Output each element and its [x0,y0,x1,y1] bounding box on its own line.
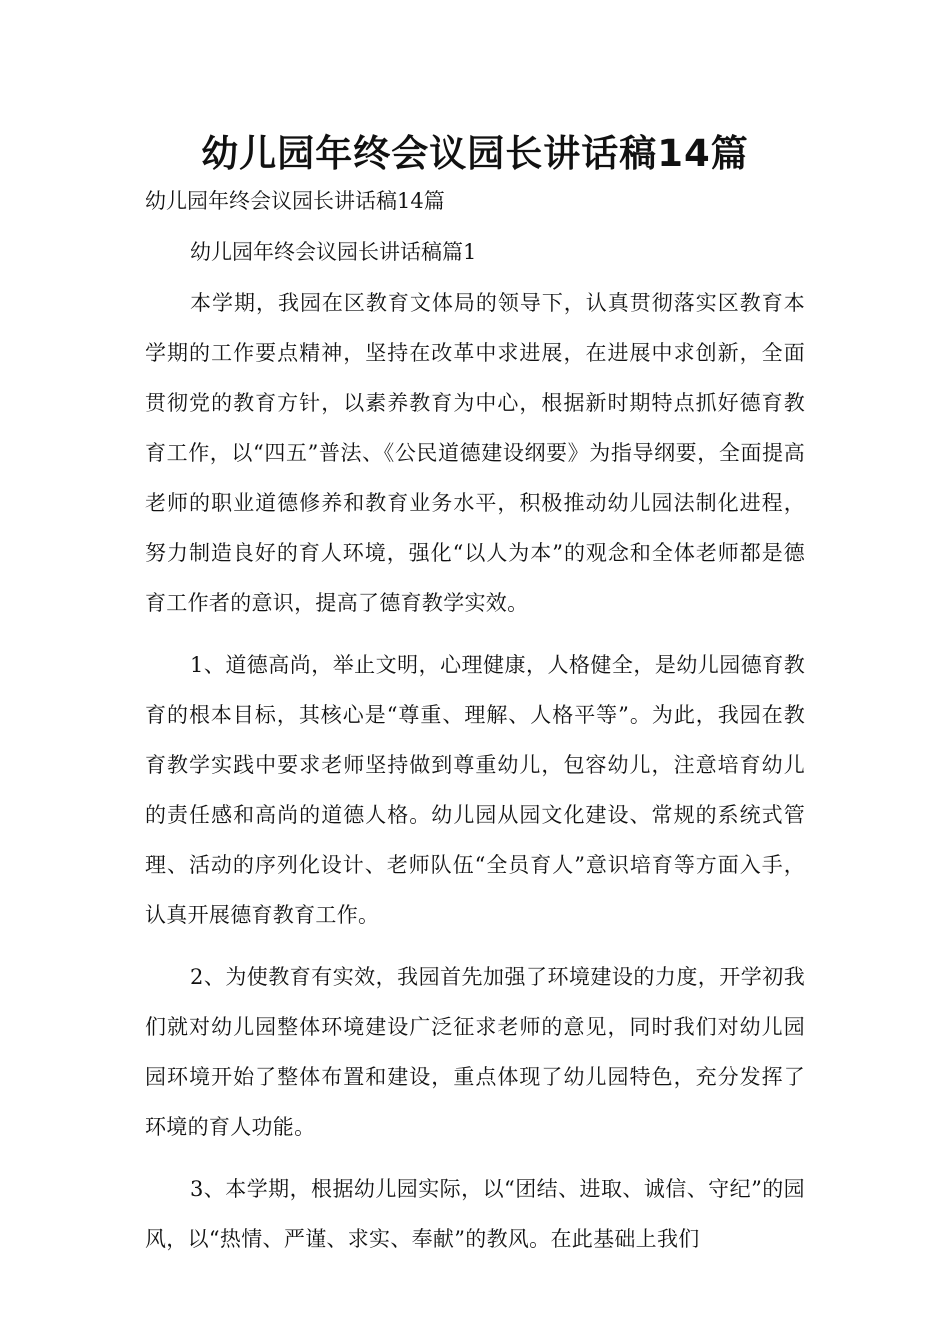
paragraph-intro: 本学期，我园在区教育文体局的领导下，认真贯彻落实区教育本学期的工作要点精神，坚持在改革中求进展，在进展中求创新，全面贯彻党的教育方针，以素养教育为中心，根据新时期特点抓好德育教育工作，以“四五”普法、《公民道德建设纲要》为指导纲要，全面提高老师的职业道德修养和教育业务水平，积极推动幼儿园法制化进程，努力制造良好的育人环境，强化“以人为本”的观念和全体老师都是德育工作者的意识，提高了德育教学实效。 [145,291,805,615]
document-body [145,278,805,1276]
document-subtitle: 幼儿园年终会议园长讲话稿14篇 [145,189,445,213]
paragraph-item-3: 3、本学期，根据幼儿园实际，以“团结、进取、诚信、守纪”的园风，以“热情、严谨、求实、奉献”的教风。在此基础上我们 [145,1177,805,1251]
paragraph-item-2: 2、为使教育有实效，我园首先加强了环境建设的力度，开学初我们就对幼儿园整体环境建设广泛征求老师的意见，同时我们对幼儿园园环境开始了整体布置和建设，重点体现了幼儿园特色，充分发挥了环境的育人功能。 [145,965,805,1139]
document-title: 幼儿园年终会议园长讲话稿14篇 [201,132,749,175]
section-heading: 幼儿园年终会议园长讲话稿篇1 [190,240,477,264]
paragraph-item-1: 1、道德高尚，举止文明，心理健康，人格健全，是幼儿园德育教育的根本目标，其核心是“尊重、理解、人格平等”。为此，我园在教育教学实践中要求老师坚持做到尊重幼儿，包容幼儿，注意培育幼儿的责任感和高尚的道德人格。幼儿园从园文化建设、常规的系统式管理、活动的序列化设计、老师队伍“全员育人”意识培育等方面入手，认真开展德育教育工作。 [145,653,805,927]
